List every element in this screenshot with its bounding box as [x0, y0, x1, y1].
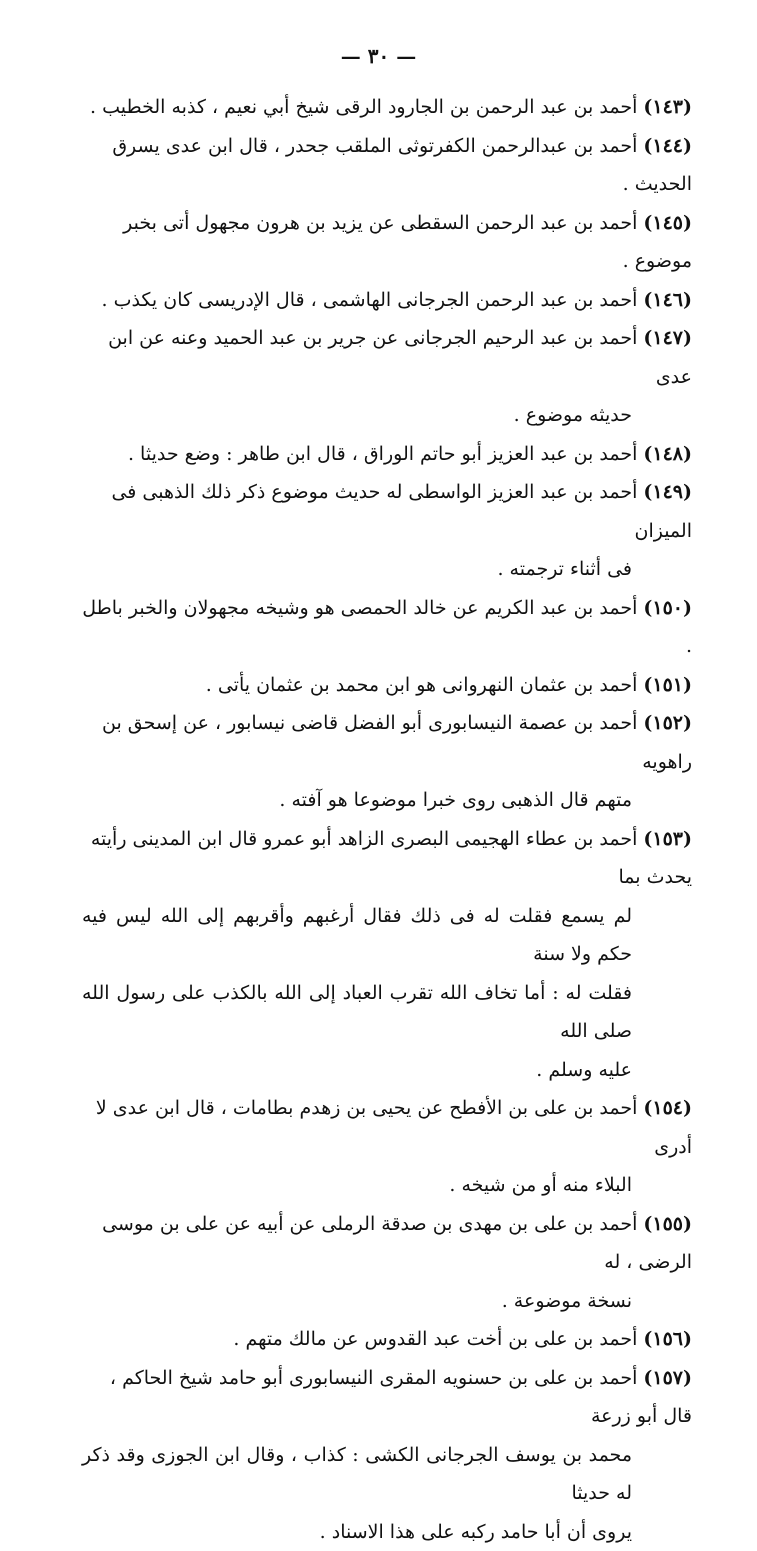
entry-continuation: البلاء منه أو من شيخه .	[82, 1166, 692, 1205]
entry-text: أحمد بن عبد العزيز الواسطى له حديث موضوع ذكر ذلك الذهبى فى الميزان	[111, 481, 692, 542]
entry-text: أحمد بن على بن حسنويه المقرى النيسابورى أبو حامد شيخ الحاكم ، قال أبو زرعة	[110, 1367, 692, 1428]
entry-continuation: فقلت له : أما تخاف الله تقرب العباد إلى الله بالكذب على رسول الله صلى الله	[82, 974, 692, 1051]
entry-text: أحمد بن عطاء الهجيمى البصرى الزاهد أبو عمرو قال ابن المدينى رأيته يحدث بما	[91, 828, 692, 889]
entry-text: أحمد بن عبد الرحمن السقطى عن يزيد بن هرون مجهول أتى بخبر موضوع .	[123, 212, 692, 273]
entry-number: (١٥٧)	[643, 1359, 692, 1398]
entry	[82, 127, 692, 204]
entry	[82, 666, 692, 705]
entry-continuation: فى أثناء ترجمته .	[82, 550, 692, 589]
entry-text: أحمد بن عبدالرحمن الكفرتوثى الملقب جحدر ، قال ابن عدى يسرق الحديث .	[112, 135, 692, 196]
entry-continuation: لم يسمع فقلت له فى ذلك فقال أرغبهم وأقربهم إلى الله ليس فيه حكم ولا سنة	[82, 897, 692, 974]
entry-text: أحمد بن عبد الكريم عن خالد الحمصى هو وشيخه مجهولان والخبر باطل .	[82, 597, 692, 658]
entry-text: أحمد بن عبد الرحمن بن الجارود الرقى شيخ أبي نعيم ، كذبه الخطيب .	[90, 96, 637, 118]
entry-text: أحمد بن عبد الرحمن الجرجانى الهاشمى ، قال الإدريسى كان يكذب .	[101, 289, 637, 311]
entry	[82, 88, 692, 127]
page-number: — ٣٠ —	[0, 44, 757, 68]
entry-number: (١٤٩)	[643, 473, 692, 512]
entry-continuation: يروى أن أبا حامد ركبه على هذا الاسناد .	[82, 1513, 692, 1551]
entry-number: (١٥٠)	[643, 589, 692, 628]
entry	[82, 1205, 692, 1321]
entry	[82, 589, 692, 666]
entry-continuation: نسخة موضوعة .	[82, 1282, 692, 1321]
entry-number: (١٤٥)	[643, 204, 692, 243]
entry-text: أحمد بن على بن أخت عبد القدوس عن مالك متهم .	[233, 1328, 637, 1350]
entry-number: (١٤٧)	[643, 319, 692, 358]
entry-continuation: عليه وسلم .	[82, 1051, 692, 1090]
entry-number: (١٤٨)	[643, 435, 692, 474]
entry	[82, 1320, 692, 1359]
entry-number: (١٤٣)	[643, 88, 692, 127]
entry	[82, 1359, 692, 1551]
entry-text: أحمد بن عثمان النهروانى هو ابن محمد بن عثمان يأتى .	[206, 674, 638, 696]
entry-continuation: محمد بن يوسف الجرجانى الكشى : كذاب ، وقال ابن الجوزى وقد ذكر له حديثا	[82, 1436, 692, 1513]
entry-number: (١٥٥)	[643, 1205, 692, 1244]
entry-number: (١٤٦)	[643, 281, 692, 320]
entry	[82, 820, 692, 1090]
entry-text: أحمد بن على بن مهدى بن صدقة الرملى عن أبيه عن على بن موسى الرضى ، له	[102, 1213, 692, 1274]
entry	[82, 704, 692, 820]
entry-number: (١٥٢)	[643, 704, 692, 743]
entry-number: (١٥٦)	[643, 1320, 692, 1359]
entry-number: (١٥١)	[643, 666, 692, 705]
entry	[82, 204, 692, 281]
entry	[82, 473, 692, 589]
entry	[82, 435, 692, 474]
entry-continuation: متهم قال الذهبى روى خبرا موضوعا هو آفته .	[82, 781, 692, 820]
entry	[82, 281, 692, 320]
entry-number: (١٥٤)	[643, 1089, 692, 1128]
entry-continuation: حديثه موضوع .	[82, 396, 692, 435]
entry-text: أحمد بن عبد الرحيم الجرجانى عن جرير بن عبد الحميد وعنه عن ابن عدى	[108, 327, 692, 388]
entry-number: (١٥٣)	[643, 820, 692, 859]
entry-text: أحمد بن عصمة النيسابورى أبو الفضل قاضى نيسابور ، عن إسحق بن راهويه	[102, 712, 692, 773]
entry	[82, 319, 692, 435]
entry-list	[82, 88, 692, 1551]
entry-text: أحمد بن على بن الأفطح عن يحيى بن زهدم بطامات ، قال ابن عدى لا أدرى	[96, 1097, 692, 1158]
entry-number: (١٤٤)	[643, 127, 692, 166]
entry	[82, 1089, 692, 1205]
entry-text: أحمد بن عبد العزيز أبو حاتم الوراق ، قال ابن طاهر : وضع حديثا .	[128, 443, 637, 465]
